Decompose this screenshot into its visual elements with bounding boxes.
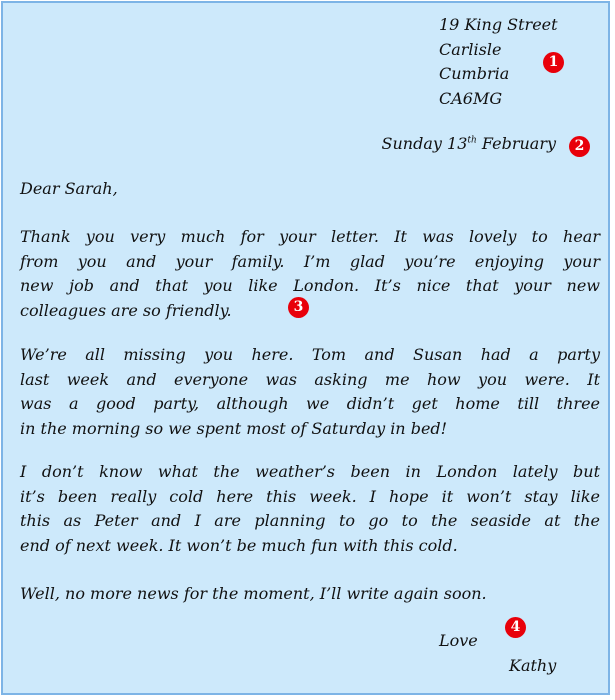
text-line: colleagues are so friendly. — [20, 300, 232, 320]
text-line: Well, no more news for the moment, I’ll write again soon. — [20, 584, 487, 603]
address-line: Carlisle — [439, 39, 502, 59]
text-line: this as Peter and I are planning to go to the seaside at the — [20, 511, 600, 530]
paragraph — [20, 343, 600, 441]
marker-2: 2 — [569, 136, 590, 157]
text-line: We’re all missing you here. Tom and Susan had a party — [20, 345, 600, 364]
text-line: end of next week. It won’t be much fun with this cold. — [20, 535, 458, 555]
greeting: Dear Sarah, — [20, 179, 118, 198]
sender-address — [439, 13, 558, 111]
closing: Love — [439, 631, 478, 650]
marker-4: 4 — [505, 617, 526, 638]
letter-date — [382, 134, 556, 153]
letter — [1, 1, 610, 695]
paragraph — [20, 225, 600, 323]
date-day: Sunday 13 — [381, 134, 468, 153]
text-line: I don’t know what the weather’s been in London lately but — [20, 462, 600, 481]
text-line: was a good party, although we didn’t get home till three — [20, 394, 600, 413]
text-line: from you and your family. I’m glad you’re enjoying your — [20, 251, 600, 271]
marker-1: 1 — [543, 52, 564, 73]
address-line: Cumbria — [439, 64, 510, 83]
marker-3: 3 — [288, 297, 309, 318]
text-line: new job and that you like London. It’s nice that your new — [20, 276, 600, 295]
address-line: CA6MG — [439, 88, 503, 108]
date-suffix: th — [467, 135, 477, 146]
address-line: 19 King Street — [439, 15, 558, 34]
text-line: it’s been really cold here this week. I hope it won’t stay like — [20, 486, 600, 506]
paragraph — [20, 582, 600, 607]
paragraph — [20, 460, 600, 558]
date-month: February — [476, 134, 556, 153]
text-line: last week and everyone was asking me how you were. It — [20, 369, 600, 389]
text-line: Thank you very much for your letter. It was lovely to hear — [20, 227, 600, 246]
signature: Kathy — [509, 656, 557, 675]
text-line: in the morning so we spent most of Saturday in bed! — [20, 418, 448, 438]
